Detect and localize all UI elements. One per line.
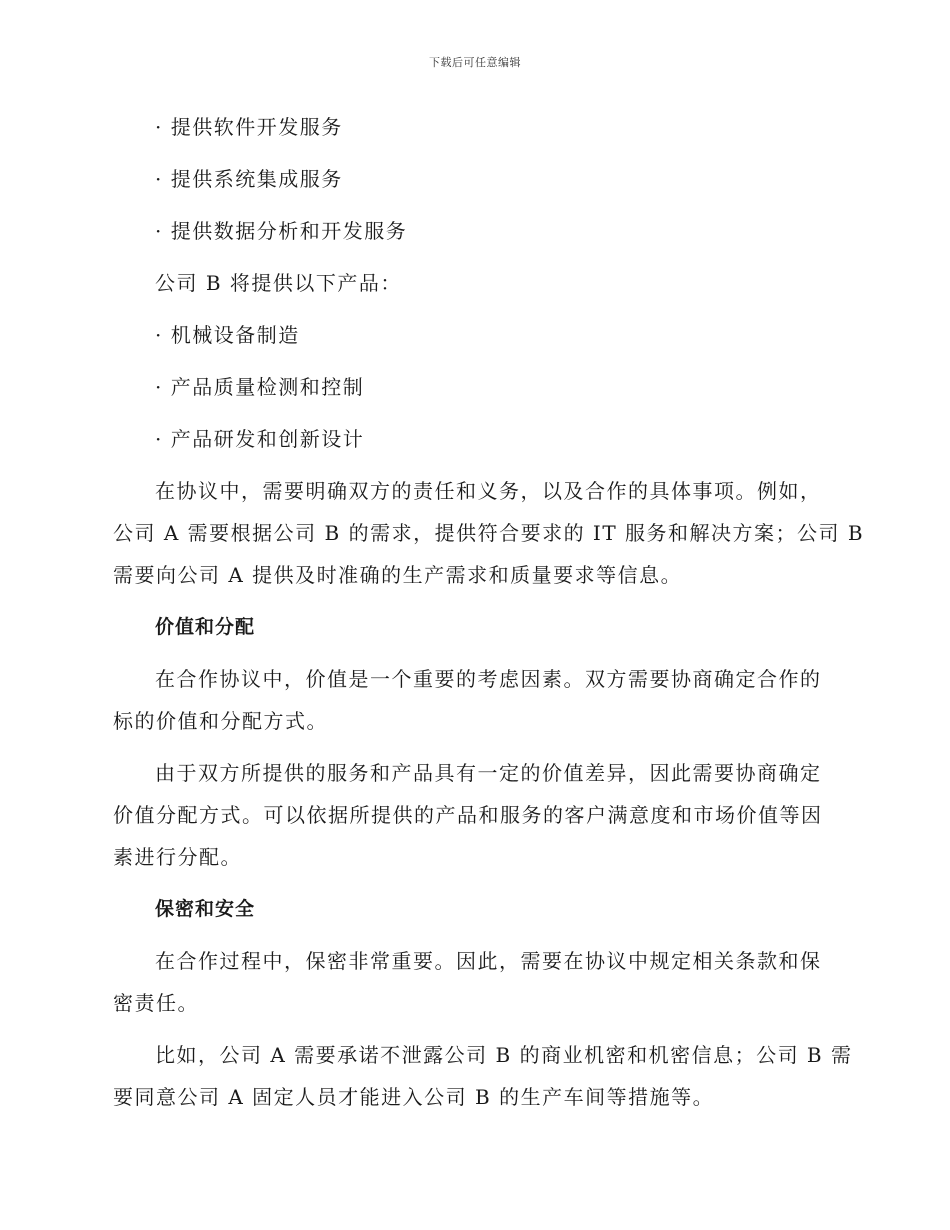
bullet-item: · 提供软件开发服务: [155, 115, 343, 139]
paragraph-line: 比如，公司 A 需要承诺不泄露公司 B 的商业机密和机密信息；公司 B 需: [155, 1043, 853, 1067]
paragraph-line: 在合作过程中，保密非常重要。因此，需要在协议中规定相关条款和保: [155, 949, 822, 973]
paragraph-line: 需要向公司 A 提供及时准确的生产需求和质量要求等信息。: [113, 563, 683, 587]
bullet-item: · 提供系统集成服务: [155, 167, 343, 191]
bullet-item: · 机械设备制造: [155, 323, 300, 347]
paragraph-line: 价值分配方式。可以依据所提供的产品和服务的客户满意度和市场价值等因: [113, 803, 823, 827]
paragraph-line: 在合作协议中，价值是一个重要的考虑因素。双方需要协商确定合作的: [155, 667, 822, 691]
paragraph-line: 要同意公司 A 固定人员才能进入公司 B 的生产车间等措施等。: [113, 1085, 715, 1109]
section-heading: 价值和分配: [155, 616, 256, 638]
company-b-intro: 公司 B 将提供以下产品：: [155, 271, 402, 295]
bullet-item: · 产品研发和创新设计: [155, 427, 365, 451]
bullet-item: · 产品质量检测和控制: [155, 375, 365, 399]
bullet-item: · 提供数据分析和开发服务: [155, 219, 408, 243]
paragraph-line: 公司 A 需要根据公司 B 的需求，提供符合要求的 IT 服务和解决方案；公司 B: [113, 521, 865, 545]
section-heading: 保密和安全: [155, 898, 256, 920]
page-header: 下载后可任意编辑: [429, 56, 521, 69]
paragraph-line: 标的价值和分配方式。: [113, 709, 328, 733]
paragraph-line: 素进行分配。: [113, 845, 242, 869]
paragraph-line: 密责任。: [113, 991, 199, 1015]
paragraph-line: 在协议中，需要明确双方的责任和义务，以及合作的具体事项。例如，: [155, 479, 822, 503]
paragraph-line: 由于双方所提供的服务和产品具有一定的价值差异，因此需要协商确定: [155, 761, 822, 785]
